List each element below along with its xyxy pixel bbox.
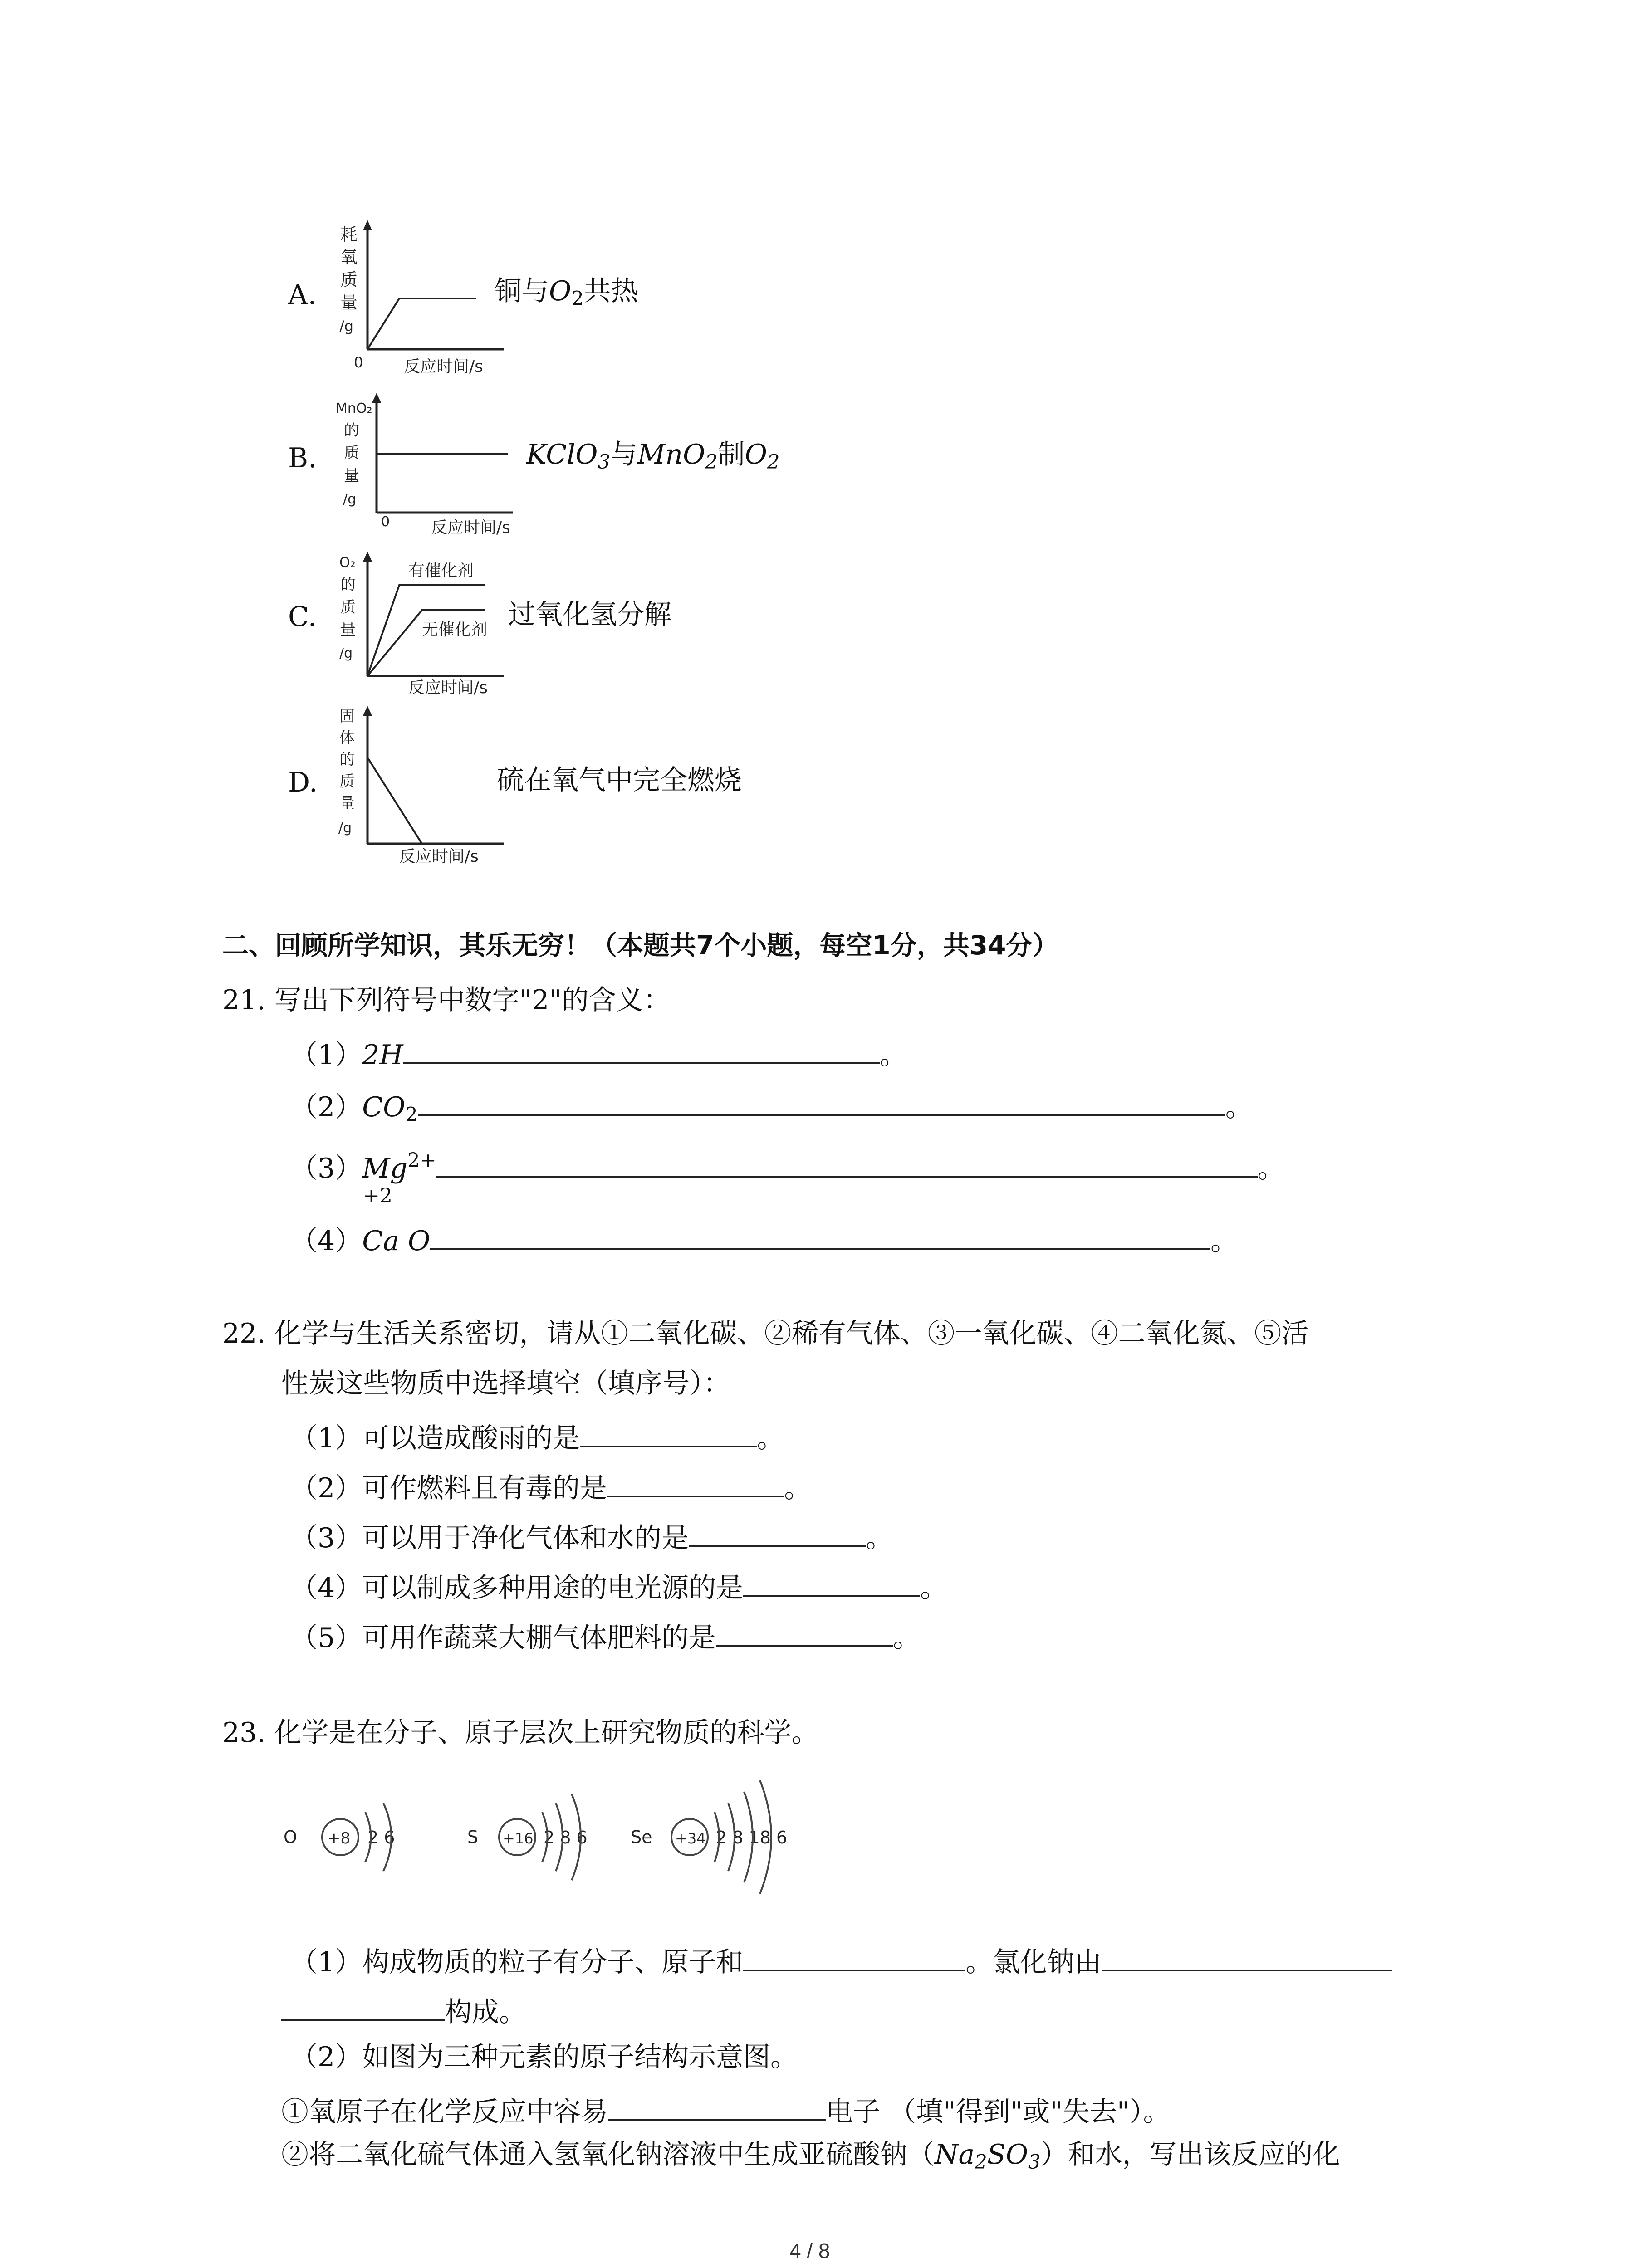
- graph-b-ylabel-0: MnO₂: [336, 401, 372, 416]
- graph-b-ylabel-2: 质: [344, 444, 359, 462]
- q22-stem-line1: 22. 化学与生活关系密切，请从①二氧化碳、②稀有气体、③一氧化碳、④二氧化氮、⑤活: [222, 1318, 1309, 1349]
- q22-blank-2[interactable]: [607, 1470, 784, 1497]
- graph-b-ylabel-4: /g: [343, 491, 357, 507]
- option-a-letter: A.: [288, 279, 317, 311]
- q23-part1-line2: 构成。: [281, 1994, 526, 2026]
- q22-item-3: （3）可以用于净化气体和水的是 。: [290, 1520, 893, 1552]
- q22-item-5: （5）可用作蔬菜大棚气体肥料的是 。: [290, 1619, 920, 1652]
- q22-item-4: （4）可以制成多种用途的电光源的是 。: [290, 1569, 947, 1602]
- graph-d-ylabel-0: 固: [339, 707, 355, 725]
- option-a-caption: 铜与$O_2$共热: [495, 275, 638, 310]
- q22-item-1: （1）可以造成酸雨的是 。: [290, 1420, 784, 1452]
- option-c-letter: C.: [288, 601, 317, 633]
- graph-a-ylabel-2: 质: [340, 270, 358, 290]
- q21-blank-2[interactable]: [418, 1089, 1225, 1116]
- graph-a-ylabel-0: 耗: [340, 225, 358, 244]
- graph-b-origin: 0: [381, 514, 390, 530]
- graph-d-ylabel-5: /g: [338, 820, 352, 836]
- section-heading: 二、回顾所学知识，其乐无穷！（本题共7个小题，每空1分，共34分）: [222, 930, 1059, 961]
- graph-b-ylabel-3: 量: [344, 467, 359, 485]
- q22-blank-4[interactable]: [743, 1569, 920, 1597]
- graph-a-ylabel-4: /g: [339, 318, 354, 335]
- q23-part1-line1: （1）构成物质的粒子有分子、原子和 。氯化钠由: [290, 1944, 1392, 1976]
- atom-s-electrons: 2 8 6: [544, 1828, 588, 1848]
- q21-item-4: （4）Ca O 。: [290, 1222, 1238, 1255]
- q22-blank-1[interactable]: [580, 1420, 757, 1447]
- graph-c-line-label-1: 无催化剂: [422, 621, 488, 639]
- graph-d-ylabel-3: 质: [339, 772, 355, 791]
- q21-valence: +2: [363, 1184, 392, 1207]
- q22-blank-3[interactable]: [689, 1520, 866, 1547]
- graph-c-ylabel-2: 质: [340, 598, 356, 616]
- graph-d-xlabel: 反应时间/s: [399, 847, 479, 866]
- q21-blank-3[interactable]: [436, 1150, 1258, 1178]
- q22-stem-line2: 性炭这些物质中选择填空（填序号）：: [281, 1368, 730, 1399]
- graph-c-line-label-0: 有催化剂: [408, 562, 474, 580]
- q21-item-1: （1）2H 。: [290, 1036, 907, 1069]
- graph-c: [331, 549, 513, 703]
- q23-blank-3[interactable]: [608, 2093, 826, 2121]
- graph-c-ylabel-4: /g: [339, 645, 353, 661]
- q21-item-2: $(2)CO_2$ 。: [290, 1089, 1253, 1125]
- option-b-letter: B.: [288, 442, 317, 474]
- page-number: 4 / 8: [789, 2239, 830, 2263]
- atom-o-symbol: O: [284, 1827, 297, 1847]
- q22-blank-5[interactable]: [716, 1619, 893, 1647]
- q21-stem: 21. 写出下列符号中数字"2"的含义：: [222, 984, 671, 1016]
- atom-o-electrons: 2 6: [367, 1828, 395, 1848]
- atom-se-electrons: 2 8 18 6: [716, 1828, 788, 1848]
- q21-blank-4[interactable]: [430, 1222, 1210, 1250]
- graph-a-origin: 0: [354, 354, 363, 371]
- graph-b-ylabel-1: 的: [344, 421, 359, 440]
- q23-stem: 23. 化学是在分子、原子层次上研究物质的科学。: [222, 1717, 819, 1749]
- option-d-caption: 硫在氧气中完全燃烧: [497, 764, 742, 796]
- atom-s-symbol: S: [467, 1827, 479, 1847]
- q22-item-2: （2）可作燃料且有毒的是 。: [290, 1470, 811, 1502]
- atom-se-nucleus: +34: [675, 1830, 706, 1847]
- q23-blank-2-cont[interactable]: [281, 1994, 445, 2021]
- atom-se-symbol: Se: [631, 1827, 652, 1847]
- atom-structure-diagram: [272, 1760, 817, 1910]
- q23-part4: ②将二氧化硫气体通入氢氧化钠溶液中生成亚硫酸钠$(Na_2SO_3)$和水，写出该反应的化: [281, 2139, 1340, 2174]
- graph-b-xlabel: 反应时间/s: [431, 518, 510, 537]
- option-d-letter: D.: [288, 767, 318, 798]
- graph-c-ylabel-1: 的: [340, 576, 356, 594]
- graph-c-xlabel: 反应时间/s: [408, 679, 488, 697]
- atom-s-nucleus: +16: [503, 1830, 534, 1847]
- atom-o-nucleus: +8: [328, 1829, 351, 1848]
- option-b-caption: KClO$_3$与MnO$_2$制$O_2$: [526, 439, 780, 474]
- graph-a-ylabel-1: 氧: [340, 247, 358, 267]
- graph-d-ylabel-4: 量: [339, 794, 355, 812]
- graph-d-ylabel-1: 体: [339, 729, 355, 747]
- graph-c-ylabel-3: 量: [340, 621, 356, 639]
- graph-c-ylabel-0: O₂: [339, 555, 356, 571]
- q21-blank-1[interactable]: [403, 1036, 880, 1064]
- graph-a: [331, 213, 522, 376]
- graph-a-xlabel: 反应时间/s: [404, 357, 483, 376]
- q23-part3: ①氧原子在化学反应中容易 电子 （填"得到"或"失去"）。: [281, 2093, 1170, 2126]
- graph-d-ylabel-2: 的: [339, 751, 355, 769]
- option-c-caption: 过氧化氢分解: [508, 599, 671, 631]
- q23-blank-1[interactable]: [743, 1944, 965, 1971]
- graph-d: [331, 703, 513, 871]
- q21-item-3: $(3)Mg^{2+}$ 。: [290, 1149, 1285, 1184]
- q23-blank-2[interactable]: [1102, 1944, 1392, 1971]
- q23-part2: （2）如图为三种元素的原子结构示意图。: [290, 2041, 798, 2073]
- graph-b: [331, 390, 522, 544]
- graph-a-ylabel-3: 量: [340, 293, 358, 313]
